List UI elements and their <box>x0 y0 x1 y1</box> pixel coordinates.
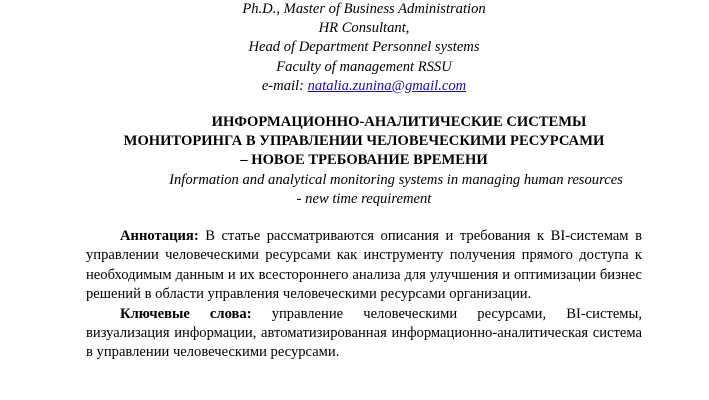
abstract-paragraph <box>86 227 642 305</box>
author-info <box>86 0 642 96</box>
keywords-text: управление человеческими ресурсами, BI-системы, визуализация информации, автоматизированная информационно-аналитическая система в управлении человеческими ресурсами. <box>86 305 642 361</box>
title-line-2: МОНИТОРИНГА В УПРАВЛЕНИИ ЧЕЛОВЕЧЕСКИМИ РЕСУРСАМИ <box>123 133 605 150</box>
document-page <box>86 0 642 363</box>
author-position: Head of Department Personnel systems <box>248 39 480 56</box>
email-label: e-mail: <box>261 77 308 94</box>
author-role: HR Consultant, <box>318 20 410 37</box>
subtitle-line-1: Information and analytical monitoring systems in managing human resources <box>169 171 623 188</box>
author-degree: Ph.D., Master of Business Administration <box>242 1 486 17</box>
abstract-text: В статье рассматриваются описания и требования к BI-системам в управлении человеческими ресурсами как инструменту получения прямого доступа к необходимым данным и их всестороннего анализа для улучшения и оптимизации бизнес решений в области управления человеческими ресурсами организации. <box>86 228 642 303</box>
email-link[interactable]: natalia.zunina@gmail.com <box>307 77 467 94</box>
article-subtitle-english <box>86 171 642 209</box>
keywords-paragraph <box>86 305 642 363</box>
author-email-line <box>86 77 642 96</box>
keywords-label: Ключевые слова: <box>120 305 252 322</box>
title-line-3: – НОВОЕ ТРЕБОВАНИЕ ВРЕМЕНИ <box>240 152 488 169</box>
author-faculty: Faculty of management RSSU <box>276 58 452 75</box>
abstract-section <box>86 227 642 363</box>
article-title <box>86 113 642 171</box>
title-line-1: ИНФОРМАЦИОННО-АНАЛИТИЧЕСКИЕ СИСТЕМЫ <box>211 114 587 131</box>
abstract-label: Аннотация: <box>120 228 199 245</box>
subtitle-line-2: - new time requirement <box>296 190 432 207</box>
